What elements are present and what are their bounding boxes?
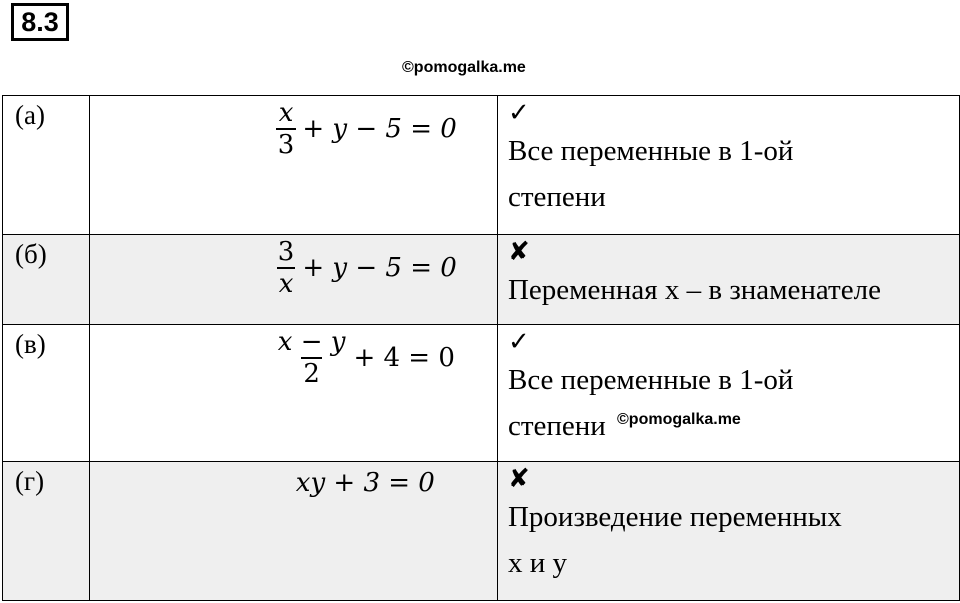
table-row xyxy=(3,325,960,462)
note-line: Произведение переменных xyxy=(507,501,842,533)
check-icon: ✓ xyxy=(507,98,530,127)
row-label: (б) xyxy=(3,235,90,325)
denominator: x xyxy=(278,269,294,299)
equation xyxy=(296,468,435,498)
row-label: (а) xyxy=(3,96,90,235)
row-label: (г) xyxy=(3,462,90,601)
note-cell xyxy=(497,462,959,601)
note-line: Все переменные в 1-ой xyxy=(507,135,794,167)
table-row xyxy=(3,96,960,235)
equation-cell xyxy=(89,235,497,325)
equation-cell xyxy=(89,96,497,235)
denominator: 3 xyxy=(277,130,295,160)
table-row xyxy=(3,462,960,601)
check-icon: ✓ xyxy=(507,327,530,356)
watermark: ©pomogalka.me xyxy=(402,59,526,76)
table-row xyxy=(3,235,960,325)
task-number: 8.3 xyxy=(11,3,69,41)
note-cell xyxy=(497,235,959,325)
fraction xyxy=(276,237,297,299)
equation-cell xyxy=(89,462,497,601)
note-cell xyxy=(497,96,959,235)
fraction xyxy=(276,98,297,160)
cross-icon: ✘ xyxy=(507,237,530,266)
denominator: 2 xyxy=(303,359,320,389)
note-line: степени xyxy=(507,410,606,442)
note-line: Переменная x – в знаменателе xyxy=(507,274,881,306)
cross-icon: ✘ xyxy=(507,464,530,493)
equation-rest: + y − 5 = 0 xyxy=(302,253,457,283)
equation xyxy=(276,327,455,389)
equation-cell xyxy=(89,325,497,462)
equation-rest: + y − 5 = 0 xyxy=(302,114,457,144)
numerator: 3 xyxy=(277,237,295,267)
note-line: Все переменные в 1-ой xyxy=(507,364,794,396)
note-cell xyxy=(497,325,959,462)
equation xyxy=(276,237,457,299)
equation xyxy=(276,98,457,160)
note-line: x и y xyxy=(507,547,568,579)
numerator: x − y xyxy=(277,327,346,357)
note-line: степени xyxy=(507,181,606,213)
fraction xyxy=(276,327,348,389)
equation-rest: + 4 = 0 xyxy=(353,343,455,373)
row-label: (в) xyxy=(3,325,90,462)
equation-rest: xy + 3 = 0 xyxy=(295,468,435,498)
numerator: x xyxy=(278,98,294,128)
tasks-table xyxy=(2,95,960,601)
watermark: ©pomogalka.me xyxy=(617,411,741,428)
